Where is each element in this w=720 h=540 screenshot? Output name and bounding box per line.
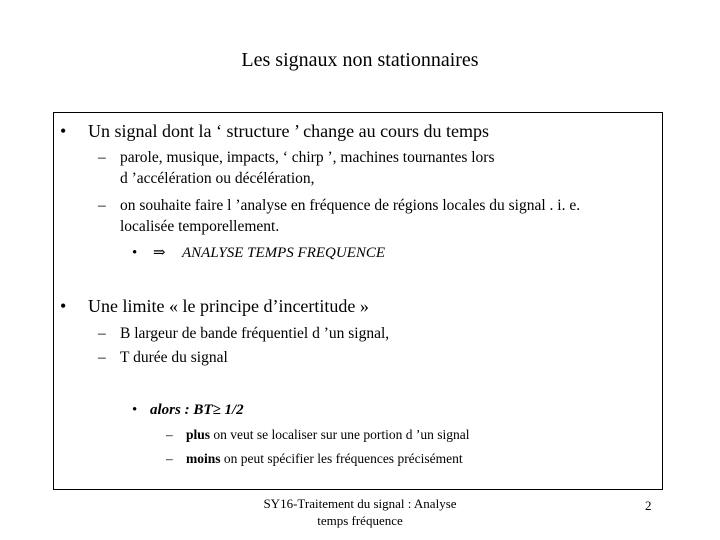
- footer: [250, 495, 470, 529]
- bullet-2-text: Une limite « le principe d’incertitude »: [88, 296, 369, 316]
- sub-2-1-text: B largeur de bande fréquentiel d ’un signal,: [120, 325, 390, 342]
- sub-2-3-prefix: alors : BT: [150, 402, 213, 418]
- sub-1-1-line2: d ’accélération ou décélération,: [120, 170, 315, 187]
- sub-2-1-marker: –: [98, 325, 106, 342]
- sub-1-3-marker: •: [132, 245, 138, 261]
- sub-2-3-text: [150, 400, 244, 420]
- bullet-1-marker: •: [60, 121, 67, 141]
- slide-title: Les signaux non stationnaires: [241, 49, 479, 71]
- bullet-1-text: Un signal dont la ‘ structure ’ change au cours du temps: [88, 121, 490, 141]
- sub-2-3-2-bold: moins: [186, 451, 221, 466]
- footer-line-1: SY16-Traitement du signal : Analyse: [263, 496, 457, 511]
- sub-2-3-1-marker: –: [166, 427, 173, 442]
- sub-2-3-1-text: [186, 426, 469, 444]
- sub-1-1-line1: parole, musique, impacts, ‘ chirp ’, machines tournantes lors: [120, 149, 495, 166]
- footer-line-2: temps fréquence: [317, 513, 403, 528]
- sub-2-3-2-text: [186, 450, 463, 468]
- sub-2-2-text: T durée du signal: [120, 349, 228, 366]
- sub-2-3-1-bold: plus: [186, 427, 211, 442]
- page-number: 2: [645, 498, 652, 513]
- sub-1-3-text: ANALYSE TEMPS FREQUENCE: [182, 245, 386, 261]
- implies-arrow-icon: ⇒: [153, 245, 166, 261]
- bullet-2-marker: •: [60, 296, 67, 316]
- sub-2-3-marker: •: [132, 402, 138, 418]
- sub-1-2-line1: on souhaite faire l ’analyse en fréquence de régions locales du signal . i. e.: [120, 197, 581, 214]
- sub-1-2-marker: –: [98, 197, 106, 214]
- sub-2-3-1-rest: on veut se localiser sur une portion d ’un signal: [210, 427, 470, 442]
- sub-1-2-line2: localisée temporellement.: [120, 218, 280, 235]
- sub-1-1-marker: –: [98, 149, 106, 166]
- sub-2-2-marker: –: [98, 349, 106, 366]
- greater-equal-symbol: ≥: [212, 402, 221, 418]
- sub-2-3-2-marker: –: [166, 451, 173, 466]
- sub-2-3-2-rest: on peut spécifier les fréquences précisément: [220, 451, 463, 466]
- sub-2-3-suffix: 1/2: [220, 402, 244, 418]
